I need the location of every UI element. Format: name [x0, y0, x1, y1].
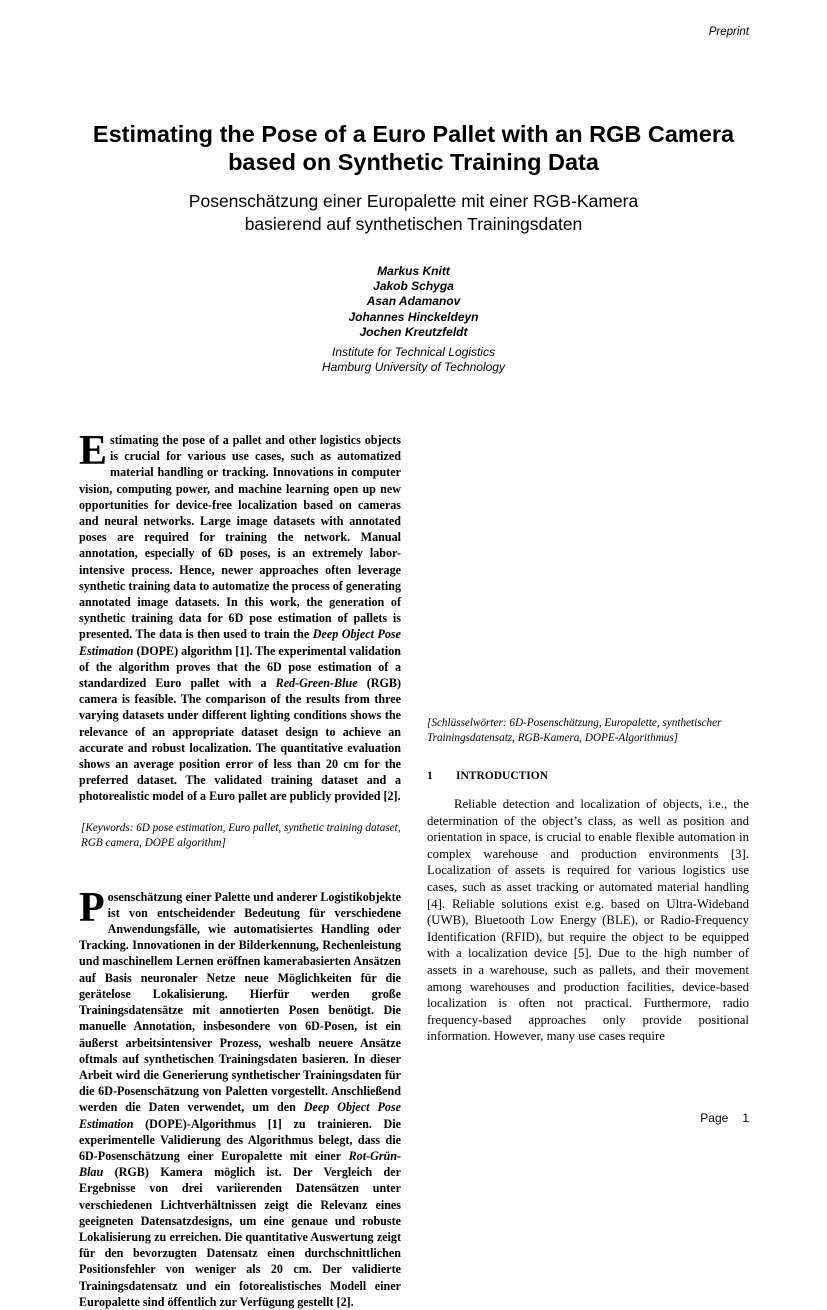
affiliation-university: Hamburg University of Technology: [322, 360, 505, 375]
title-line-1: Estimating the Pose of a Euro Pallet with an RGB Camera: [92, 121, 735, 147]
section-title-rest: NTRODUCTION: [460, 770, 549, 782]
abstract-text: stimating the pose of a pallet and other logistics objects is crucial for various use cases, such as automatized material handling or tracking. Innovations in computer vision, computing power, and machine learning open up new opportunities for device-free localization based on cameras and neural networks. Large image datasets with annotated poses are required for training the network. Manual annotation, especially of 6D poses, is an extremely labor-intensive process. Hence, newer approaches often leverage synthetic training data to automatize the process of generating annotated image datasets. In this work, the generation of synthetic training data for 6D pose estimation of pallets is presented. The data is then used to train the: [79, 433, 401, 642]
affiliation: [60, 345, 767, 375]
affiliation-institute: Institute for Technical Logistics: [332, 345, 495, 359]
abstract-text: (DOPE) algorithm [1]. The experimental validation of the algorithm proves that the 6D pose estimation of a standardized Euro pallet with a: [79, 643, 401, 691]
left-column: [79, 428, 401, 1310]
abstract-emphasis: Red-Green-Blue: [275, 676, 358, 691]
abstract-emphasis: Deep Object Pose Estimation: [79, 627, 401, 658]
author: Asan Adamanov: [366, 294, 461, 309]
dropcap-letter: E: [79, 428, 108, 474]
dropcap-letter: P: [79, 884, 105, 931]
abstract-text: (RGB) Kamera möglich ist. Der Vergleich der Ergebnisse von drei variierenden Datensätzen unter verschiedenen Lichtverhältnissen zeigt die Relevanz eines geeigneten Datensatzdesigns, um eine genaue und robuste Lokalisierung zu erreichen. Die quantitative Auswertung zeigt für den bevorzugten Datensatz einen durchschnittlichen Positionsfehler von weniger als 20 cm. Der validierte Trainingsdatensatz und ein fotorealistisches Modell einer Europalette sind öffentlich zur Verfügung gestellt [2].: [79, 1165, 401, 1309]
author: Jakob Schyga: [373, 279, 454, 294]
abstract-text: (DOPE)-Algorithmus [1] zu trainieren. Die experimentelle Validierung des Algorithmus belegt, dass die 6D-Posenschätzung einer Europalette mit einer: [79, 1116, 401, 1163]
section-title-initial: I: [456, 770, 461, 782]
abstract-text: (RGB) camera is feasible. The comparison of the results from three varying datasets under different lighting conditions shows the relevance of an appropriate dataset design to achieve an accurate and robust localization. The quantitative evaluation shows an average position error of less than 20 cm for the preferred dataset. The validated training dataset and a photorealistic model of a Euro pallet are publicly provided [2].: [79, 676, 401, 804]
abstract-emphasis: Rot-Grün-Blau: [79, 1148, 401, 1180]
page-footer: [700, 1111, 749, 1125]
section-number: 1: [427, 770, 433, 782]
subtitle-line-2: basierend auf synthetischen Trainingsdaten: [244, 214, 583, 234]
author: Markus Knitt: [377, 264, 450, 278]
abstract-german: [79, 884, 401, 1310]
author: Jochen Kreutzfeldt: [359, 324, 468, 339]
paper-title: [60, 120, 767, 176]
introduction-paragraph: Reliable detection and localization of objects, i.e., the determination of the object’s class, as well as position and orientation in space, is crucial to enable flexible automation in complex warehouse and production environments [3]. Localization of assets is required for various logistics use cases, such as asset tracking or automated material handling [4]. Reliable solutions exist e.g. based on Ultra-Wideband (UWB), Bluetooth Low Energy (BLE), or Radio-Frequency Identification (RFID), but require the object to be equipped with a localization device [5]. Due to the high number of assets in a warehouse, such as pallets, and their movement among warehouses and production facilities, device-based localization is often not practical. Furthermore, radio frequency-based approaches only provide positional information. However, many use cases require: [427, 797, 749, 1044]
author-list: [60, 264, 767, 340]
keywords-english: [Keywords: 6D pose estimation, Euro pallet, synthetic training dataset, RGB camera, DOPE algorithm]: [81, 821, 401, 849]
paper-subtitle: [60, 190, 767, 236]
author: Johannes Hinckeldeyn: [348, 309, 479, 324]
abstract-text: osenschätzung einer Palette und anderer Logistikobjekte ist von entscheidender Bedeutung für verschiedene Anwendungsfälle, wie automatisiertes Handling oder Tracking. Innovationen in der Bilderkennung, Rechenleistung und maschinellem Lernen eröffnen kamerabasierten Ansätzen auf Basis neuronaler Netze neue Möglichkeiten für die gerätelose Lokalisierung. Hierfür werden große Trainingsdatensätze mit annotierten Posen benötigt. Die manuelle Annotation, insbesondere von 6D-Posen, ist ein äußerst arbeitsintensiver Prozess, weshalb neuere Ansätze oftmals auf synthetischen Trainingsdaten basieren. In dieser Arbeit wird die Generierung synthetischer Trainingsdaten für die 6D-Posenschätzung von Paletten vorgestellt. Anschließend werden die Daten verwendet, um den: [79, 889, 401, 1115]
right-column: [427, 432, 749, 1045]
abstract-emphasis: Deep Object Pose Estimation: [79, 1100, 401, 1131]
subtitle-line-1: Posenschätzung einer Europalette mit einer RGB-Kamera: [188, 191, 639, 211]
section-heading: [427, 770, 749, 782]
page-label: Page: [700, 1111, 729, 1125]
abstract-english: [79, 428, 401, 805]
preprint-label: Preprint: [708, 26, 749, 38]
page-number: 1: [742, 1111, 749, 1125]
keywords-german: [Schlüsselwörter: 6D-Posenschätzung, Europalette, synthetischer Trainingsdatensatz, RGB-Kamera, DOPE-Algorithmus]: [427, 717, 722, 744]
title-line-2: based on Synthetic Training Data: [228, 149, 599, 175]
